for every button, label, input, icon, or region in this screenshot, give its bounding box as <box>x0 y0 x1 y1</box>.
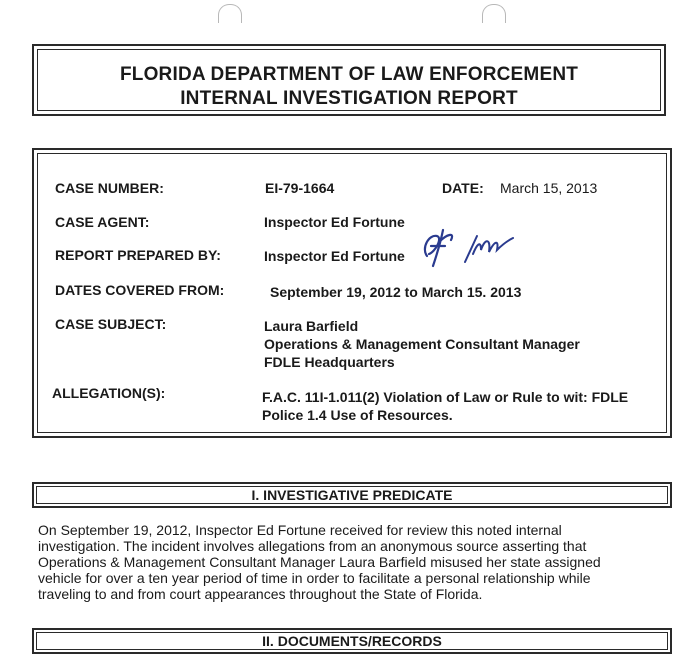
report-title: INTERNAL INVESTIGATION REPORT <box>180 88 518 109</box>
allegation-label: ALLEGATION(S): <box>52 385 166 401</box>
case-number-value: EI-79-1664 <box>265 180 335 196</box>
predicate-line-4: vehicle for over a ten year period of time in order to facilitate a personal relationship while <box>38 570 591 586</box>
dates-covered-value: September 19, 2012 to March 15. 2013 <box>270 284 522 300</box>
subject-unit: FDLE Headquarters <box>264 354 395 370</box>
case-number-label: CASE NUMBER: <box>55 180 164 196</box>
prepared-by-label: REPORT PREPARED BY: <box>55 247 221 263</box>
predicate-line-1: On September 19, 2012, Inspector Ed Fortune received for review this noted internal <box>38 522 562 538</box>
report-title-box <box>32 44 666 116</box>
predicate-line-3: Operations & Management Consultant Manager Laura Barfield misused her state assigned <box>38 554 601 570</box>
allegation-line-1: F.A.C. 11I-1.011(2) Violation of Law or Rule to wit: FDLE <box>262 389 629 405</box>
case-agent-label: CASE AGENT: <box>55 214 150 230</box>
prepared-by-value: Inspector Ed Fortune <box>264 248 405 264</box>
dates-covered-label: DATES COVERED FROM: <box>55 282 225 298</box>
section-header-predicate <box>32 482 672 508</box>
signature-initials <box>415 226 515 268</box>
date-label: DATE: <box>442 180 484 196</box>
case-agent-value: Inspector Ed Fortune <box>264 214 405 230</box>
section-title-documents: II. DOCUMENTS/RECORDS <box>262 633 442 649</box>
date-value: March 15, 2013 <box>500 180 598 196</box>
allegation-line-2: Police 1.4 Use of Resources. <box>262 407 453 423</box>
section-header-documents <box>32 628 672 654</box>
predicate-paragraph <box>38 522 664 602</box>
subject-title: Operations & Management Consultant Manager <box>264 336 580 352</box>
predicate-line-2: investigation. The incident involves allegations from an anonymous source asserting that <box>38 538 587 554</box>
agency-title: FLORIDA DEPARTMENT OF LAW ENFORCEMENT <box>119 64 579 85</box>
predicate-line-5: traveling to and from court appearances throughout the State of Florida. <box>38 586 483 602</box>
section-title-predicate: I. INVESTIGATIVE PREDICATE <box>251 487 453 503</box>
case-subject-label: CASE SUBJECT: <box>55 316 167 332</box>
punch-hole-left <box>218 4 242 23</box>
subject-name: Laura Barfield <box>264 318 359 334</box>
punch-hole-right <box>482 4 506 23</box>
